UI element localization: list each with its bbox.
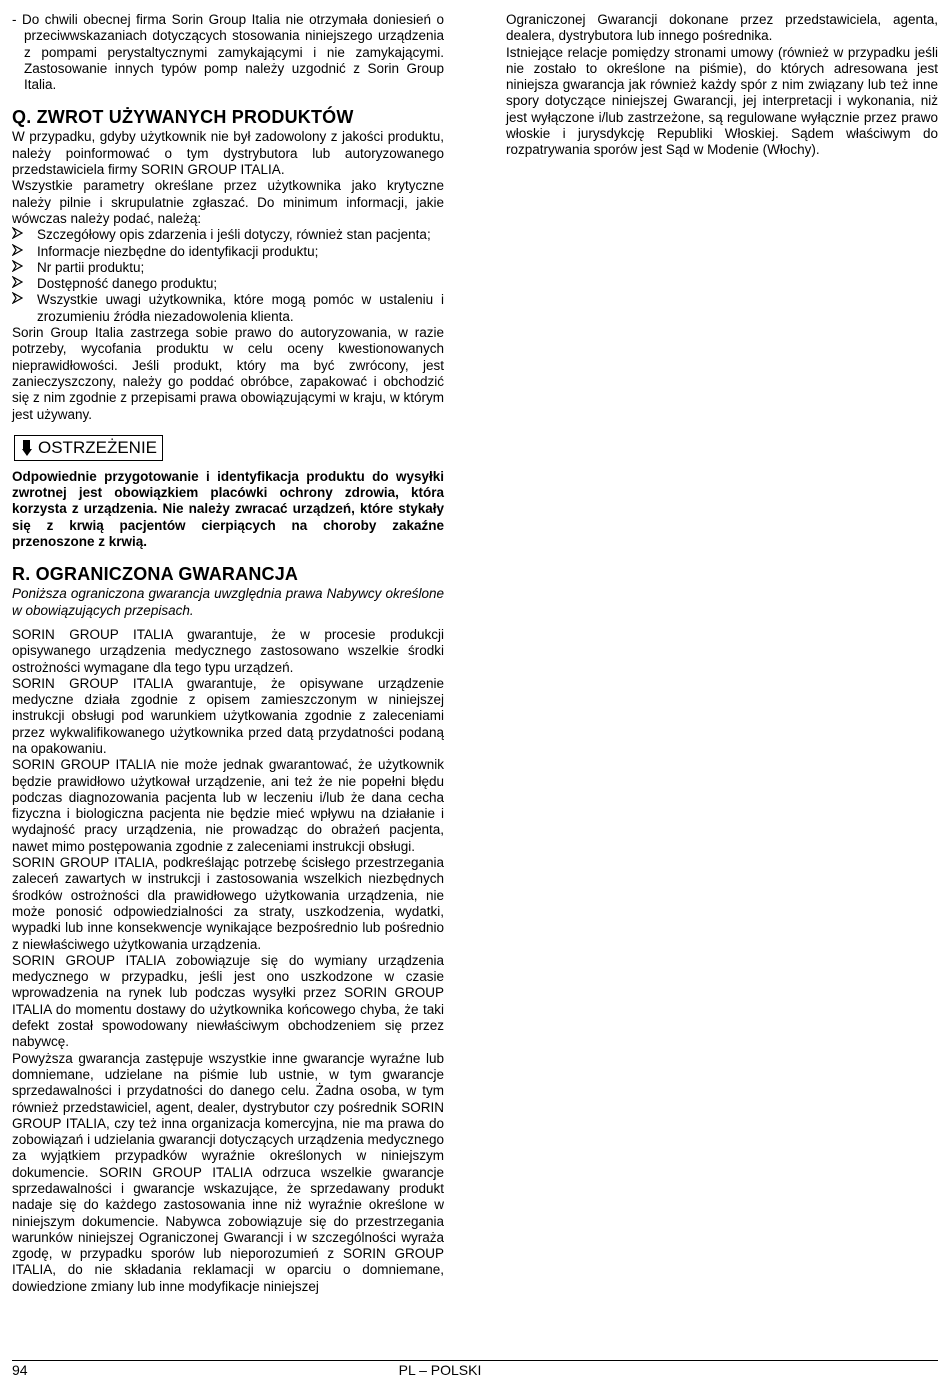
right-paragraph-2: Istniejące relacje pomiędzy stronami umowy (również w przypadku jeśli nie zostało to określone na piśmie), do których adresowana jest niniejsza gwarancja jak również każdy spór z nim związany lub też inne spory dotyczące niniejszej Gwarancji, jej interpretacji i wykonania, niż jest wyłączone i/lub zastrzeżone, są regulowane wyłącznie przez prawo włoskie i jurysdykcję Republiki Włoskiej. Sądem właściwym do rozpatrywania sporów jest Sąd w Modenie (Włochy). xyxy=(506,44,938,158)
page-number: 94 xyxy=(12,1362,28,1378)
footer-divider xyxy=(12,1360,938,1361)
list-item: Nr partii produktu; xyxy=(12,260,444,276)
section-q-heading: Q. ZWROT UŻYWANYCH PRODUKTÓW xyxy=(12,107,354,128)
section-q-paragraph-1: W przypadku, gdyby użytkownik nie był zadowolony z jakości produktu, należy poinformować o tym dystrybutora lub autoryzowanego przedstawiciela firmy SORIN GROUP ITALIA. xyxy=(12,129,444,178)
arrow-bullet-icon xyxy=(12,276,26,292)
section-r-intro: Poniższa ograniczona gwarancja uwzględnia prawa Nabywcy określone w obowiązujących przepisach. xyxy=(12,586,444,618)
arrow-bullet-icon xyxy=(12,292,26,308)
arrow-bullet-icon xyxy=(12,260,26,276)
warning-label: OSTRZEŻENIE xyxy=(38,437,158,457)
list-item: Dostępność danego produktu; xyxy=(12,276,444,292)
warning-label-box xyxy=(14,435,163,461)
left-column xyxy=(12,12,444,1295)
warranty-paragraph: Powyższa gwarancja zastępuje wszystkie inne gwarancje wyraźne lub domniemane, udzielane na piśmie lub ustnie, w tym gwarancje sprzedawalności i przydatności do danego celu. Żadna osoba, w tym również przedstawiciel, agent, dealer, dystrybutor czy pośrednik SORIN GROUP ITALIA, czy też inna organizacja komercyjna, nie ma prawa do zobowiązań i udzielania gwarancji dotyczących urządzenia medycznego za wyjątkiem przypadków wyraźnie określonych w niniejszym dokumencie. SORIN GROUP ITALIA odrzuca wszelkie gwarancje sprzedawalności i gwarancje wskazujące, że sprzedawany produkt nadaje się do każdego zastosowania inne niż wyraźnie określone w niniejszym dokumencie. Nabywca zobowiązuje się do przestrzegania warunków niniejszej Ograniczonej Gwarancji i w szczególności wyraża zgodę, w przypadku sporów lub nieporozumień z SORIN GROUP ITALIA, do nie składania reklamacji w oparciu o domniemane, dowiedzione zmiany lub inne modyfikacje niniejszej xyxy=(12,1050,444,1294)
list-item: Informacje niezbędne do identyfikacji produktu; xyxy=(12,244,444,260)
arrow-bullet-icon xyxy=(12,227,26,243)
required-info-list xyxy=(12,227,444,325)
list-item: Szczegółowy opis zdarzenia i jeśli dotyczy, również stan pacjenta; xyxy=(12,227,444,243)
warranty-paragraph: SORIN GROUP ITALIA nie może jednak gwarantować, że użytkownik będzie prawidłowo użytkował urządzenie, ani też że nie popełni błędu podczas diagnozowania pacjenta lub w leczeniu i/lub że dana cecha fizyczna i biologiczna pacjenta nie będzie mieć wpływu na działanie i wydajność pracy urządzenia, nie prowadząc do obrażeń pacjenta, nawet mimo postępowania zgodnie z zaleceniami instrukcji obsługi. xyxy=(12,757,444,854)
intro-note: - Do chwili obecnej firma Sorin Group Italia nie otrzymała doniesień o przeciwwskazaniach dotyczących stosowania niniejszego urządzenia z pompami perystaltycznymi zamykającymi i nie zamykającymi. Zastosowanie innych typów pomp należy uzgodnić z Sorin Group Italia. xyxy=(12,12,444,93)
footer-language: PL – POLSKI xyxy=(398,1362,482,1378)
section-r-heading: R. OGRANICZONA GWARANCJA xyxy=(12,564,299,585)
right-paragraph-1: Ograniczonej Gwarancji dokonane przez przedstawiciela, agenta, dealera, dystrybutora lub innego pośrednika. xyxy=(506,12,938,44)
arrow-bullet-icon xyxy=(12,244,26,260)
section-q-paragraph-2: Wszystkie parametry określane przez użytkownika jako krytyczne należy pilnie i skrupulatnie zgłaszać. Do minimum informacji, jakie wówczas należy podać, należą: xyxy=(12,178,444,226)
hand-pointer-icon xyxy=(19,439,35,457)
warranty-paragraph: SORIN GROUP ITALIA gwarantuje, że opisywane urządzenie medyczne działa zgodnie z opisem zamieszczonym w niniejszej instrukcji obsługi pod warunkiem użytkowania zgodnie z zaleceniami przez wykwalifikowanego użytkownika przed datą przydatności podaną na opakowaniu. xyxy=(12,675,444,756)
warranty-paragraph: SORIN GROUP ITALIA gwarantuje, że w procesie produkcji opisywanego urządzenia medycznego zastosowano wszelkie środki ostrożności wymagane dla tego typu urządzeń. xyxy=(12,626,444,675)
list-item: Wszystkie uwagi użytkownika, które mogą pomóc w ustaleniu i zrozumieniu źródła niezadowolenia klienta. xyxy=(12,292,444,325)
warning-text: Odpowiednie przygotowanie i identyfikacja produktu do wysyłki zwrotnej jest obowiązkiem placówki ochrony zdrowia, która korzysta z urządzenia. Nie należy zwracać urządzeń, które stykały się z krwią pacjentów cierpiących na choroby zakaźne przenoszone z krwią. xyxy=(12,468,444,550)
warranty-paragraph: SORIN GROUP ITALIA, podkreślając potrzebę ścisłego przestrzegania zaleceń zawartych w instrukcji i zastosowania wszelkich niezbędnych środków ostrożności dla prawidłowego użytkowania urządzenia, nie może ponosić odpowiedzialności za straty, uszkodzenia, wydatki, wypadki lub inne konsekwencje wynikające bezpośrednio lub pośrednio z niewłaściwego użytkowania urządzenia. xyxy=(12,855,444,952)
warranty-paragraph: SORIN GROUP ITALIA zobowiązuje się do wymiany urządzenia medycznego w przypadku, jeśli jest ono uszkodzone w czasie wprowadzenia na rynek lub podczas wysyłki przez SORIN GROUP ITALIA do momentu dostawy do użytkownika końcowego chyba, że taki defekt został spowodowany niewłaściwym obchodzeniem się przez nabywcę. xyxy=(12,952,444,1050)
right-column xyxy=(506,12,938,159)
section-q-paragraph-3: Sorin Group Italia zastrzega sobie prawo do autoryzowania, w razie potrzeby, wycofania produktu w celu oceny kwestionowanych nieprawidłowości. Jeśli produkt, który ma być zwrócony, jest zanieczyszczony, należy go poddać obróbce, zapakować i obchodzić się z nim zgodnie z przepisami prawa obowiązującymi w kraju, w którym jest używany. xyxy=(12,325,444,422)
